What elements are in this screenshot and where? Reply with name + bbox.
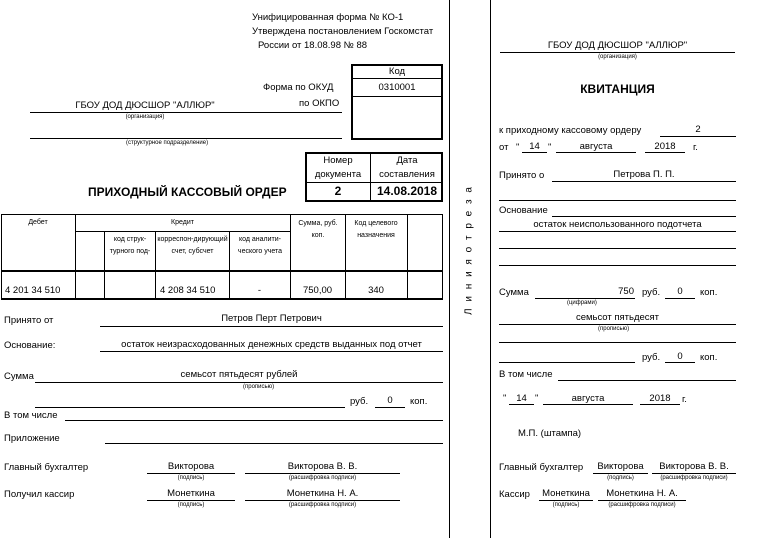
receipt-cashier-sign-caption: (подпись) — [552, 502, 580, 508]
sum-label: Сумма — [4, 371, 34, 382]
col-struct-header: код струк-турного под- — [109, 236, 151, 255]
sum-words: семьсот пятьдесят рублей — [180, 369, 298, 380]
cashier-name: Монеткина Н. А. — [286, 488, 359, 499]
receipt-kop-2-value: 0 — [677, 351, 683, 362]
col-purpose-header: Код целевого назначения — [354, 220, 398, 239]
cut-line-left — [449, 0, 450, 538]
receipt-chief-name: Викторова В. В. — [659, 461, 729, 472]
receipt-received-from: Петрова П. П. — [613, 169, 675, 180]
col-corr-header: корреспон-дирующий счет, субсчет — [157, 236, 228, 255]
receipt-including-label: В том числе — [499, 369, 553, 380]
attachment-label: Приложение — [4, 433, 60, 444]
sum-propis-caption: (прописью) — [243, 384, 275, 390]
receipt-ot: от — [499, 142, 509, 153]
receipt-org-caption: (организация) — [598, 54, 637, 60]
okpo-label: по ОКПО — [299, 98, 340, 109]
form-line-3: России от 18.08.98 № 88 — [258, 40, 368, 51]
kredit-header: Кредит — [171, 219, 194, 226]
receipt-kop: коп. — [700, 287, 718, 298]
form-line-1: Унифицированная форма № КО-1 — [252, 12, 404, 23]
receipt-order-label: к приходному кассовому ордеру — [499, 125, 642, 136]
cashier-sign-caption: (подпись) — [177, 502, 205, 508]
receipt-year-2: 2018 — [649, 393, 671, 404]
receipt-sum-rub: 750 — [618, 286, 634, 297]
receipt-chief-sign: Викторова — [597, 461, 644, 472]
receipt-basis: остаток неиспользованного подотчета — [533, 219, 702, 230]
receipt-cashier-name: Монеткина Н. А. — [606, 488, 678, 499]
receipt-sum-label: Сумма — [499, 287, 529, 298]
rub-label: руб. — [350, 396, 369, 407]
receipt-order-number: 2 — [695, 124, 701, 135]
number-header: Номер документа — [314, 155, 362, 180]
chief-sign: Викторова — [167, 461, 215, 472]
basis-value: остаток неизрасходованных денежных средств выданных под отчет — [121, 339, 422, 350]
receipt-month-2: августа — [571, 393, 605, 404]
date-header: Дата составления — [379, 155, 435, 180]
receipt-day-2: 14 — [516, 393, 527, 404]
doc-date: 14.08.2018 — [376, 184, 438, 198]
cut-line-right — [490, 0, 491, 538]
row-corr: 4 208 34 510 — [160, 285, 216, 296]
receipt-cashier-decode-caption: (расшифровка подписи) — [608, 502, 676, 508]
chief-label: Главный бухгалтер — [4, 462, 89, 473]
col-sum-header: Сумма, руб. коп. — [298, 220, 338, 239]
basis-label: Основание: — [4, 340, 56, 351]
kop-label: коп. — [410, 396, 428, 407]
receipt-g: г. — [693, 142, 698, 153]
org-caption: (организация) — [125, 114, 165, 120]
col-analytic-header: код аналити-ческого учета — [237, 236, 283, 255]
struct-caption: (структурное подразделение) — [126, 140, 209, 146]
receipt-received-label: Принято о — [499, 170, 545, 181]
receipt-g-2: г. — [682, 394, 687, 405]
form-line-2: Утверждена постановлением Госкомстат — [252, 26, 434, 37]
received-from-value: Петров Перт Петрович — [221, 313, 322, 324]
chief-sign-caption: (подпись) — [177, 475, 205, 481]
row-purpose: 340 — [368, 285, 384, 296]
receipt-stamp: М.П. (штампа) — [518, 428, 582, 439]
receipt-org: ГБОУ ДОД ДЮСШОР "АЛЛЮР" — [547, 40, 688, 51]
receipt-rub: руб. — [642, 287, 661, 298]
including-label: В том числе — [4, 410, 58, 421]
receipt-digits-caption: (цифрами) — [567, 300, 597, 306]
org-name: ГБОУ ДОД ДЮСШОР "АЛЛЮР" — [75, 100, 215, 111]
receipt-kop-2: коп. — [700, 352, 718, 363]
receipt-chief-label: Главный бухгалтер — [499, 462, 584, 473]
receipt-year: 2018 — [654, 141, 676, 152]
receipt-sum-words: семьсот пятьдесят — [575, 312, 660, 323]
debet-header: Дебет — [28, 219, 48, 226]
receipt-cashier-sign: Монеткина — [542, 488, 590, 499]
row-debet: 4 201 34 510 — [5, 285, 61, 296]
receipt-title: КВИТАНЦИЯ — [580, 82, 655, 96]
receipt-rub-2: руб. — [642, 352, 661, 363]
receipt-day: 14 — [529, 141, 540, 152]
cashier-label: Получил кассир — [4, 489, 75, 500]
cut-line-text: Л и н и я о т р е з а — [463, 185, 475, 315]
receipt-basis-label: Основание — [499, 205, 548, 216]
receipt-month: августа — [579, 141, 613, 152]
doc-title: ПРИХОДНЫЙ КАССОВЫЙ ОРДЕР — [88, 185, 287, 199]
cashier-decode-caption: (расшифровка подписи) — [288, 502, 357, 508]
cashier-sign: Монеткина — [167, 488, 215, 499]
receipt-sum-kop: 0 — [677, 286, 683, 297]
okud-value: 0310001 — [378, 82, 416, 93]
row-analytic: - — [257, 285, 262, 296]
receipt-chief-decode-caption: (расшифровка подписи) — [660, 475, 728, 481]
receipt-cashier-label: Кассир — [499, 489, 530, 500]
doc-number: 2 — [334, 184, 342, 198]
chief-name: Викторова В. В. — [287, 461, 358, 472]
kop-value: 0 — [387, 395, 393, 406]
row-sum: 750,00 — [302, 285, 333, 296]
receipt-propis-caption: (прописью) — [598, 326, 630, 332]
received-from-label: Принято от — [4, 315, 54, 326]
receipt-chief-sign-caption: (подпись) — [607, 475, 634, 481]
okud-label: Форма по ОКУД — [263, 82, 334, 93]
kod-label: Код — [388, 66, 406, 77]
chief-decode-caption: (расшифровка подписи) — [288, 475, 357, 481]
